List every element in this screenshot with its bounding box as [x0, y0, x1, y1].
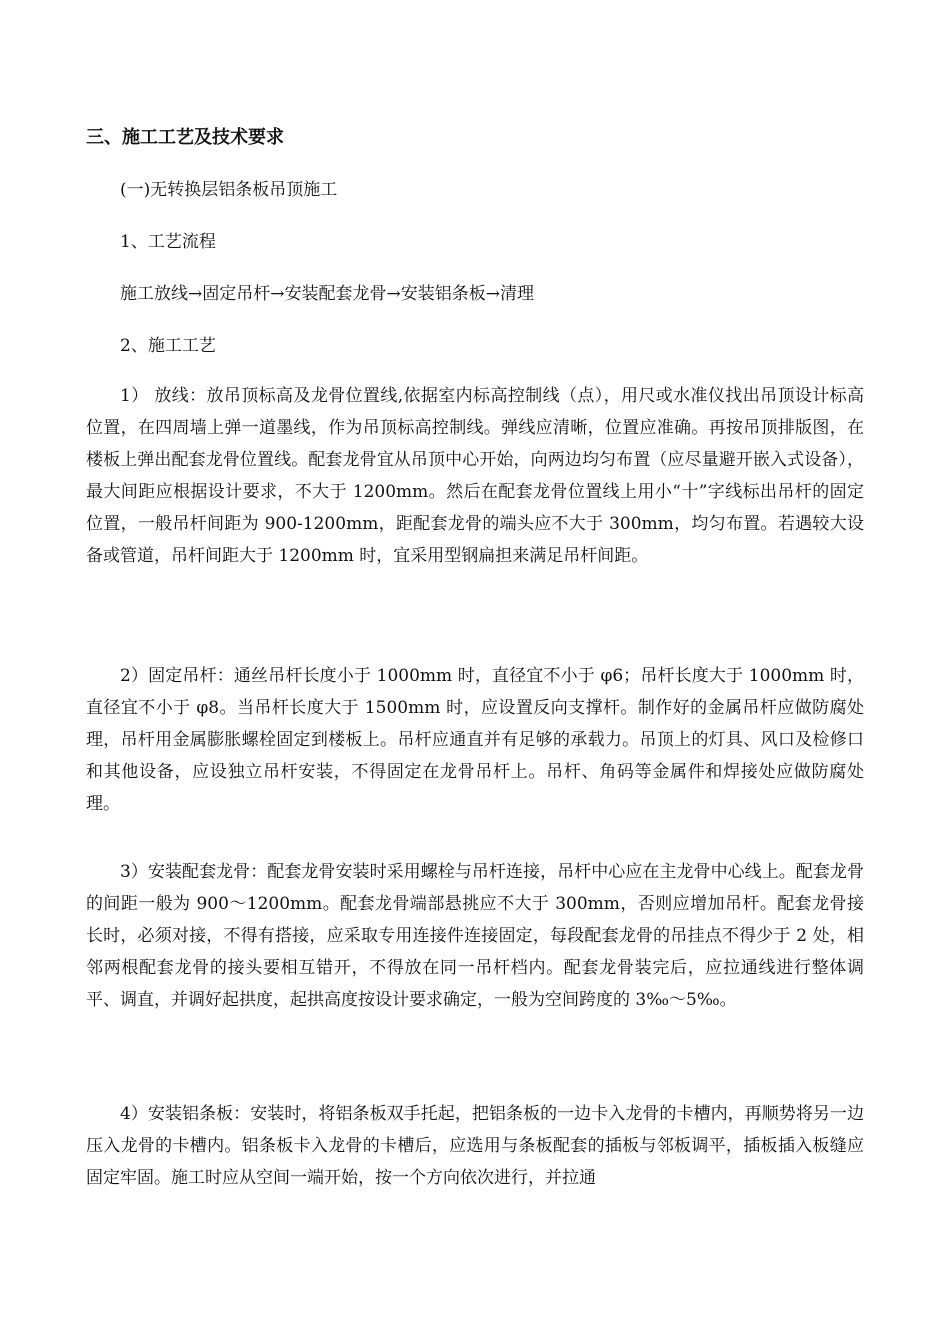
paragraph-installing-aluminum-strips: 4）安装铝条板：安装时，将铝条板双手托起，把铝条板的一边卡入龙骨的卡槽内，再顺势将另一边压入龙骨的卡槽内。铝条板卡入龙骨的卡槽后，应选用与条板配套的插板与邻板调平，插板插入板缝应固定牢固。施工时应从空间一端开始，按一个方向依次进行，并拉通	[86, 1104, 864, 1188]
item-2-title: 2、施工工艺	[120, 336, 216, 356]
paragraph-layout-marking: 1） 放线：放吊顶标高及龙骨位置线,依据室内标高控制线（点），用尺或水准仪找出吊顶设计标高位置，在四周墙上弹一道墨线，作为吊顶标高控制线。弹线应清晰，位置应准确。再按吊顶排版图，在楼板上弹出配套龙骨位置线。配套龙骨宜从吊顶中心开始，向两边均匀布置（应尽量避开嵌入式设备），最大间距应根据设计要求，不大于 1200mm。然后在配套龙骨位置线上用小“十”字线标出吊杆的固定位置，一般吊杆间距为 900-1200mm，距配套龙骨的端头应不大于 300mm，均匀布置。若遇较大设备或管道，吊杆间距大于 1200mm 时，宜采用型钢扁担来满足吊杆间距。	[86, 386, 864, 566]
subsection-title: (一)无转换层铝条板吊顶施工	[120, 180, 338, 200]
item-1-title: 1、工艺流程	[120, 232, 216, 252]
process-flow: 施工放线→固定吊杆→安装配套龙骨→安装铝条板→清理	[120, 284, 534, 304]
paragraph-installing-keels: 3）安装配套龙骨：配套龙骨安装时采用螺栓与吊杆连接，吊杆中心应在主龙骨中心线上。配套龙骨的间距一般为 900～1200mm。配套龙骨端部悬挑应不大于 300mm，否则应增加吊杆。配套龙骨接长时，必须对接，不得有搭接，应采取专用连接件连接固定，每段配套龙骨的吊挂点不得少于 2 处，相邻两根配套龙骨的接头要相互错开，不得放在同一吊杆档内。配套龙骨装完后，应拉通线进行整体调平、调直，并调好起拱度，起拱高度按设计要求确定，一般为空间跨度的 3‰～5‰。	[86, 862, 864, 1010]
section-title: 三、施工工艺及技术要求	[86, 127, 284, 148]
paragraph-fixing-hangers: 2）固定吊杆：通丝吊杆长度小于 1000mm 时，直径宜不小于 φ6；吊杆长度大于 1000mm 时，直径宜不小于 φ8。当吊杆长度大于 1500mm 时，应设置反向支撑杆。制作好的金属吊杆应做防腐处理，吊杆用金属膨胀螺栓固定到楼板上。吊杆应通直并有足够的承载力。吊顶上的灯具、风口及检修口和其他设备，应设独立吊杆安装，不得固定在龙骨吊杆上。吊杆、角码等金属件和焊接处应做防腐处理。	[86, 666, 864, 814]
